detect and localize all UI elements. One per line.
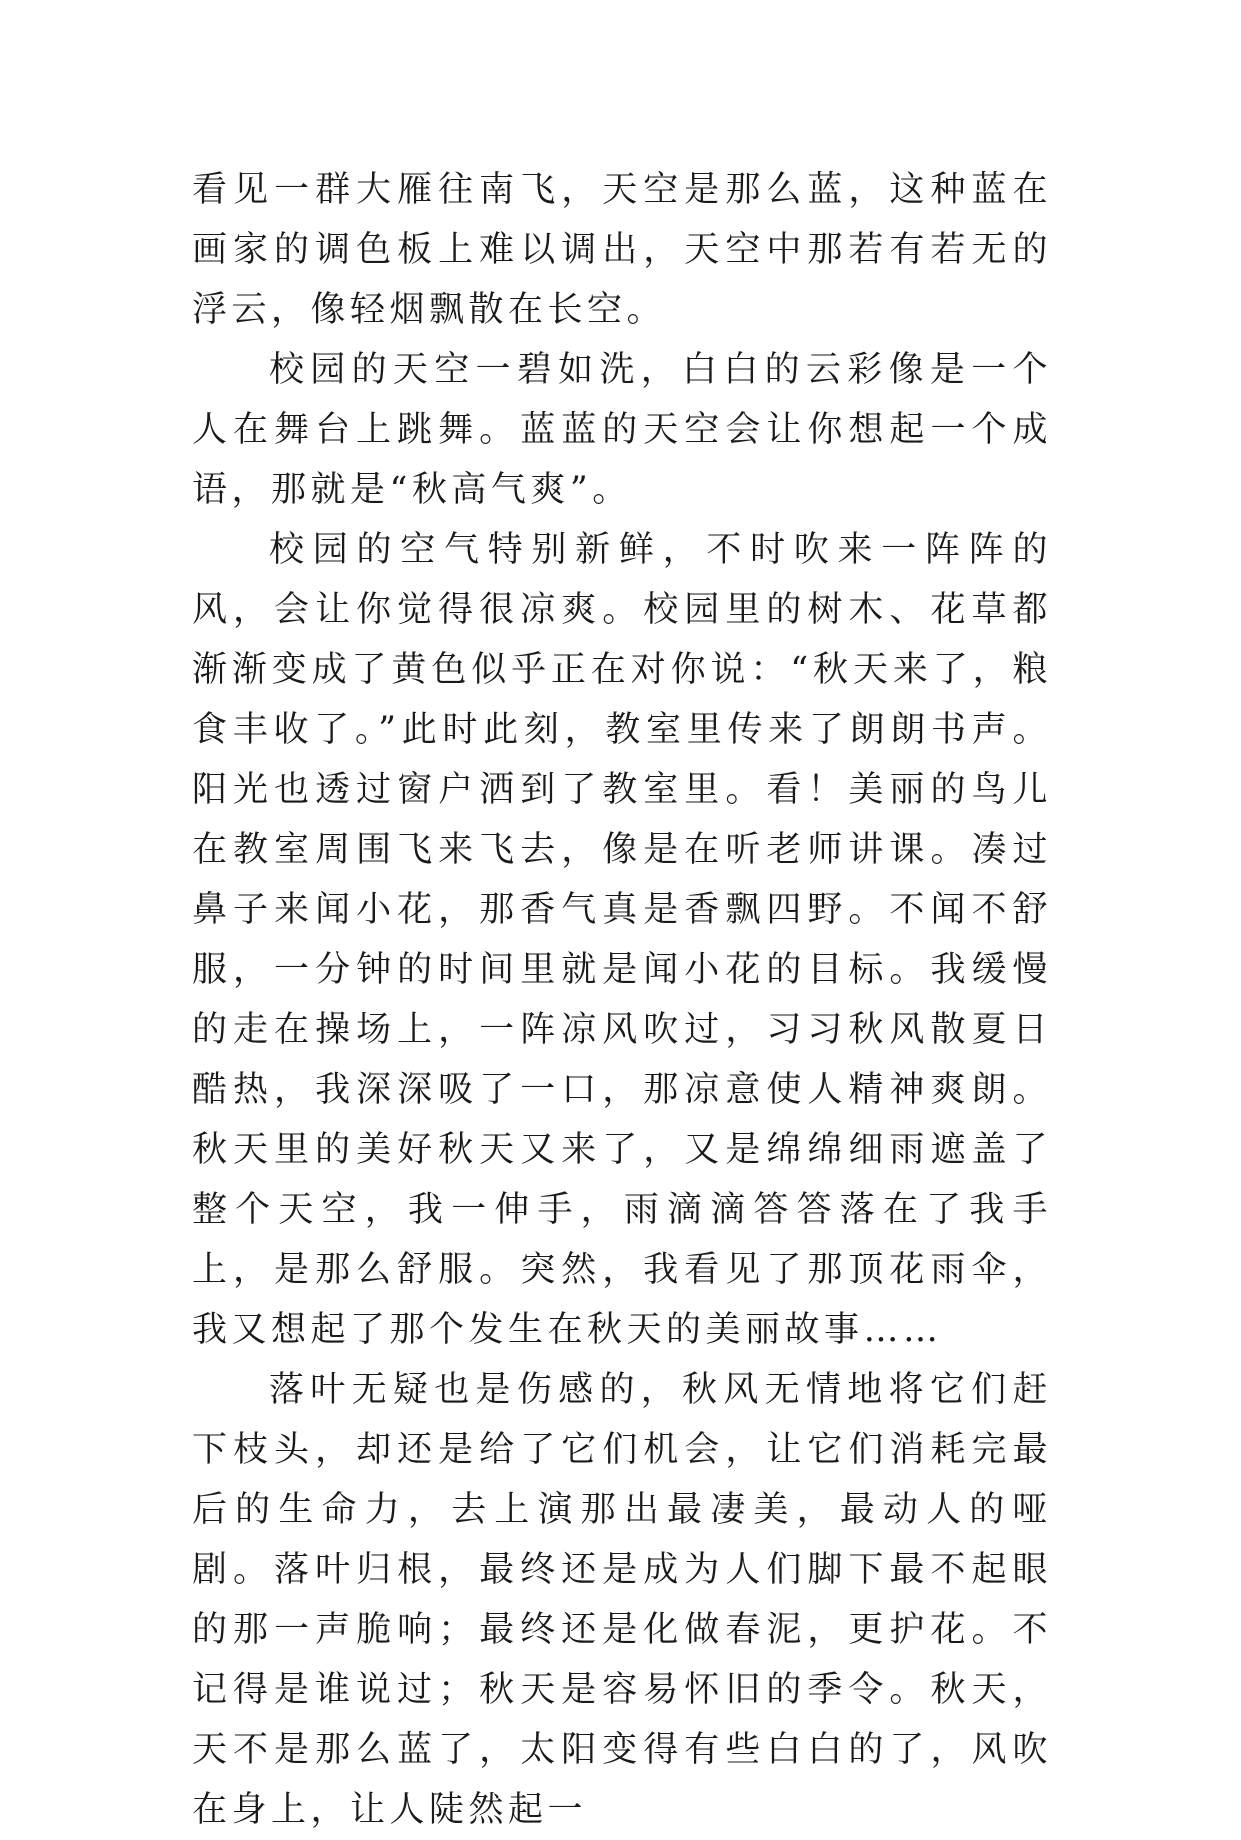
paragraph-2: 校园的天空一碧如洗，白白的云彩像是一个人在舞台上跳舞。蓝蓝的天空会让你想起一个成语，那就是“秋高气爽”。 [192,350,1052,510]
paragraph-4: 落叶无疑也是伤感的，秋风无情地将它们赶下枝头，却还是给了它们机会，让它们消耗完最后的生命力，去上演那出最凄美，最动人的哑剧。落叶归根，最终还是成为人们脚下最不起眼的那一声脆响；最终还是化做春泥，更护花。不记得是谁说过；秋天是容易怀旧的季令。秋天，天不是那么蓝了，太阳变得有些白白的了，风吹在身上，让人陡然起一 [192,1370,1052,1830]
paragraph-3: 校园的空气特别新鲜，不时吹来一阵阵的风，会让你觉得很凉爽。校园里的树木、花草都渐渐变成了黄色似乎正在对你说：“秋天来了，粮食丰收了。”此时此刻，教室里传来了朗朗书声。阳光也透过窗户洒到了教室里。看！美丽的鸟儿在教室周围飞来飞去，像是在听老师讲课。凑过鼻子来闻小花，那香气真是香飘四野。不闻不舒服，一分钟的时间里就是闻小花的目标。我缓慢的走在操场上，一阵凉风吹过，习习秋风散夏日酷热，我深深吸了一口，那凉意使人精神爽朗。秋天里的美好秋天又来了，又是绵绵细雨遮盖了整个天空，我一伸手，雨滴滴答答落在了我手上，是那么舒服。突然，我看见了那顶花雨伞，我又想起了那个发生在秋天的美丽故事…… [192,530,1052,1350]
paragraph-1: 看见一群大雁往南飞，天空是那么蓝，这种蓝在画家的调色板上难以调出，天空中那若有若无的浮云，像轻烟飘散在长空。 [192,170,1052,330]
document-body [192,160,1052,1840]
